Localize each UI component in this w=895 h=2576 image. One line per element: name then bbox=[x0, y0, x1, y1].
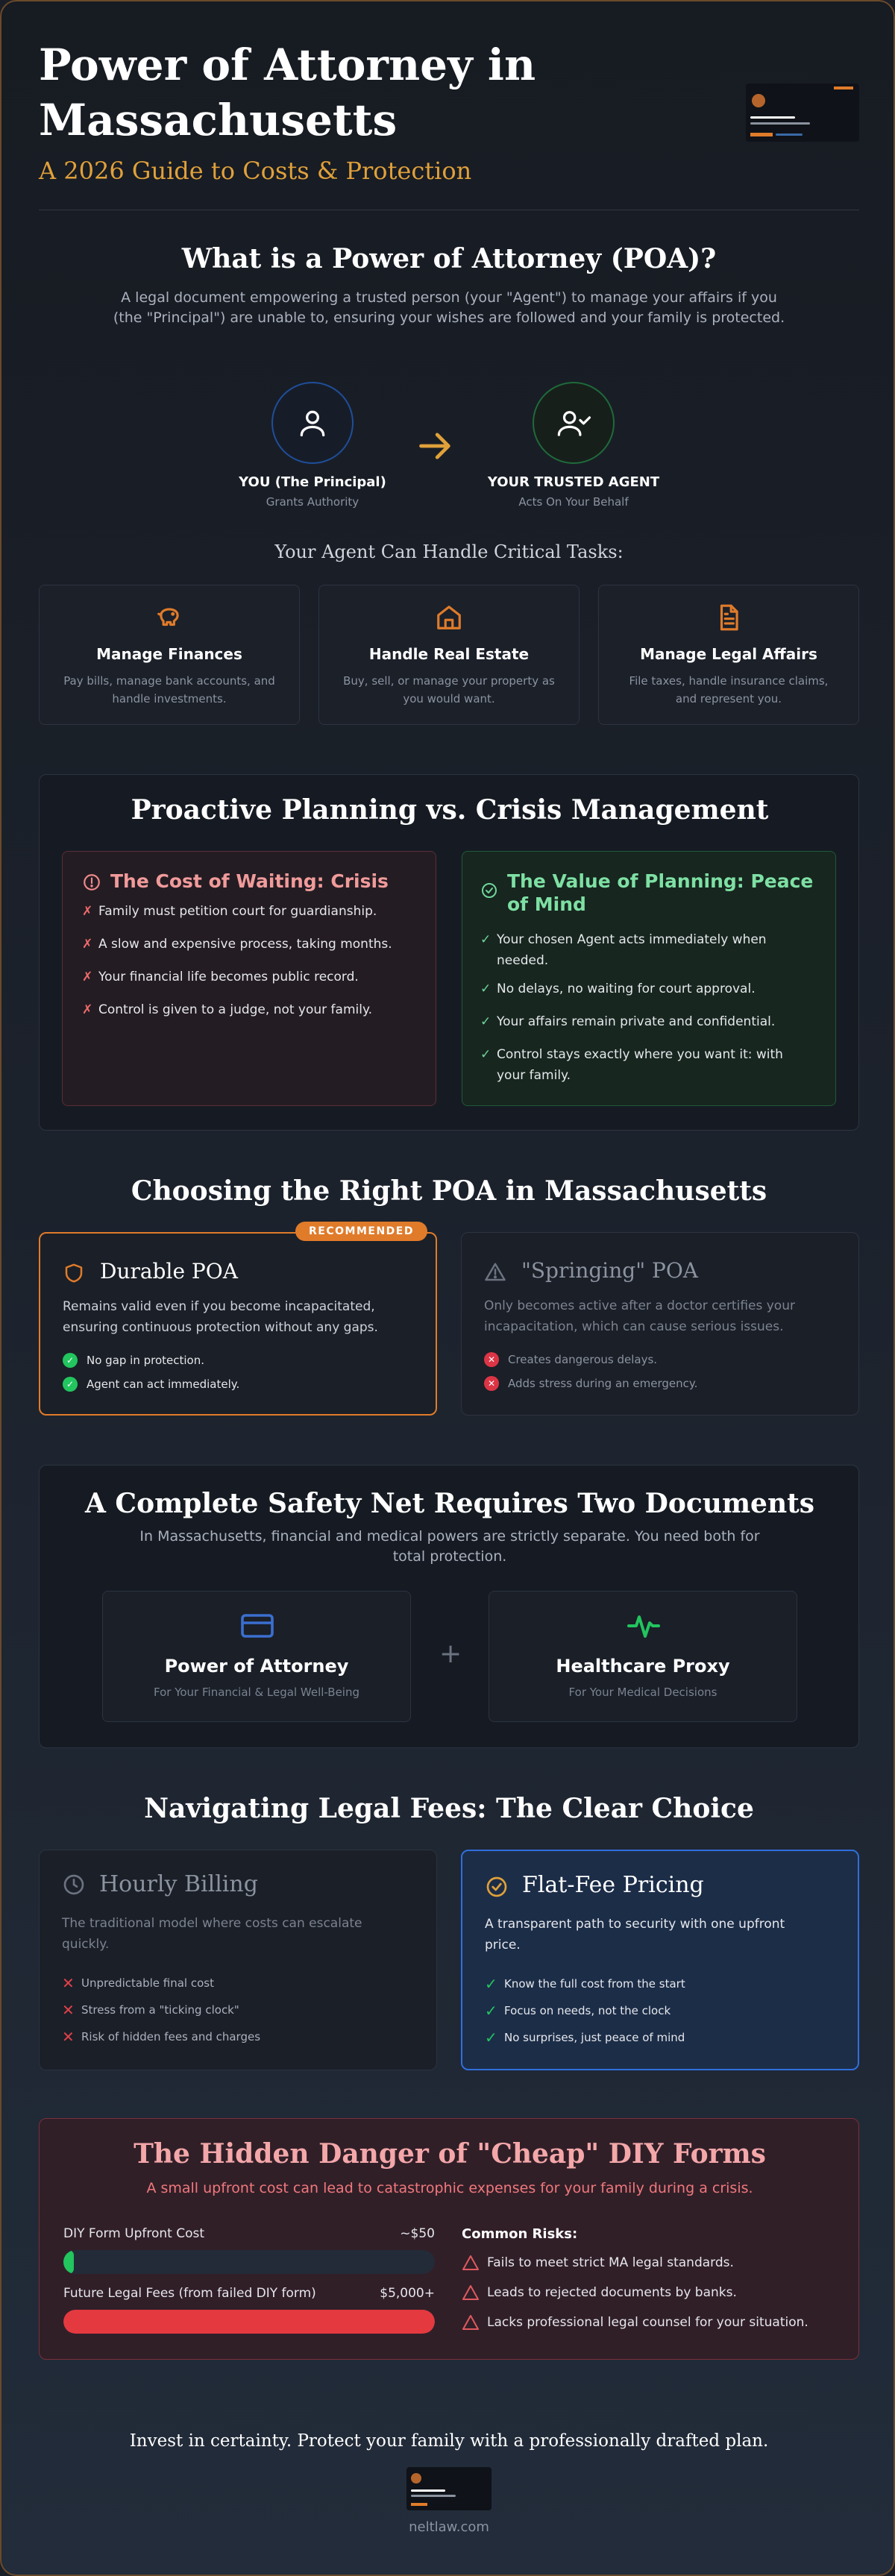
clock-icon bbox=[62, 1873, 86, 1897]
home-icon bbox=[435, 603, 463, 632]
check-icon: ✓ bbox=[480, 932, 492, 947]
page-subtitle: A 2026 Guide to Costs & Protection bbox=[39, 157, 472, 185]
footer-tagline: Invest in certainty. Protect your family with a professionally drafted plan. bbox=[129, 2431, 769, 2451]
check-circle-icon bbox=[485, 1875, 509, 1899]
tasks-heading: Your Agent Can Handle Critical Tasks: bbox=[274, 541, 624, 562]
task-desc-legal: File taxes, handle insurance claims, and represent you. bbox=[629, 674, 829, 706]
flat-fee-card bbox=[461, 1850, 859, 2070]
crisis-item-3: ✗ Your financial life becomes public record. bbox=[82, 970, 359, 984]
future-fees-label: Future Legal Fees (from failed DIY form) bbox=[63, 2286, 316, 2301]
danger-subheading: A small upfront cost can lead to catastrophic expenses for your family during a crisis. bbox=[146, 2180, 753, 2196]
crisis-item-1: ✗ Family must petition court for guardianship. bbox=[82, 904, 377, 919]
principal-sublabel: Grants Authority bbox=[266, 495, 359, 509]
document-icon bbox=[715, 603, 743, 632]
credit-card-icon bbox=[239, 1611, 275, 1641]
user-icon bbox=[296, 406, 329, 439]
x-circle-icon: ✕ bbox=[484, 1376, 499, 1391]
check-icon: ✓ bbox=[480, 981, 492, 996]
task-desc-finances: Pay bills, manage bank accounts, and handle investments. bbox=[63, 674, 275, 706]
diy-cost-bar bbox=[63, 2250, 435, 2274]
future-fees-bar-fill bbox=[63, 2310, 435, 2334]
footer-website-link[interactable]: neltlaw.com bbox=[409, 2519, 489, 2535]
durable-poa-desc: Remains valid even if you become incapacitated, ensuring continuous protection without any gaps. bbox=[63, 1299, 378, 1335]
doc-sub-healthcare: For Your Medical Decisions bbox=[568, 1686, 717, 1699]
hourly-desc: The traditional model where costs can escalate quickly. bbox=[62, 1916, 362, 1952]
diy-cost-label: DIY Form Upfront Cost bbox=[63, 2226, 204, 2241]
planning-heading: Proactive Planning vs. Crisis Management bbox=[131, 794, 769, 826]
value-item-3: ✓ Your affairs remain private and confidential. bbox=[480, 1014, 776, 1029]
arrow-right-icon bbox=[416, 427, 455, 465]
springing-item-2: ✕ Adds stress during an emergency. bbox=[484, 1376, 697, 1391]
warning-icon bbox=[462, 2255, 480, 2271]
what-is-description: A legal document empowering a trusted person (your "Agent") to manage your affairs if you (the "Principal") are unable to, ensuring your wishes are followed and your family is protected. bbox=[113, 289, 785, 326]
value-item-2: ✓ No delays, no waiting for court approval. bbox=[480, 981, 756, 996]
principal-label: YOU (The Principal) bbox=[239, 474, 386, 490]
check-circle-icon: ✓ bbox=[63, 1377, 78, 1392]
footer-thumbnail-image bbox=[406, 2467, 492, 2510]
safety-description: In Massachusetts, financial and medical powers are strictly separate. You need both for total protection. bbox=[139, 1528, 760, 1565]
value-item-1: ✓ Your chosen Agent acts immediately when needed. bbox=[480, 929, 767, 971]
danger-heading: The Hidden Danger of "Cheap" DIY Forms bbox=[134, 2138, 766, 2170]
planning-panel bbox=[39, 774, 859, 1131]
task-desc-real-estate: Buy, sell, or manage your property as you would want. bbox=[343, 674, 555, 706]
hourly-item-1: ✕ Unpredictable final cost bbox=[62, 1974, 214, 1992]
hourly-item-2: ✕ Stress from a "ticking clock" bbox=[62, 2001, 239, 2019]
hourly-billing-card bbox=[39, 1850, 437, 2070]
x-icon: ✕ bbox=[62, 2028, 75, 2046]
check-icon: ✓ bbox=[485, 2029, 497, 2046]
task-card-finances bbox=[39, 585, 300, 725]
check-icon: ✓ bbox=[485, 1975, 497, 1993]
x-circle-icon: ✕ bbox=[484, 1352, 499, 1367]
doc-card-healthcare bbox=[489, 1591, 797, 1722]
task-title-legal: Manage Legal Affairs bbox=[640, 645, 817, 663]
flat-item-3: ✓ No surprises, just peace of mind bbox=[485, 2029, 685, 2046]
durable-poa-card bbox=[39, 1232, 437, 1416]
task-card-legal bbox=[598, 585, 859, 725]
flat-title: Flat-Fee Pricing bbox=[522, 1872, 704, 1898]
diy-cost-value: ~$50 bbox=[400, 2226, 435, 2241]
risks-heading: Common Risks: bbox=[462, 2226, 578, 2242]
doc-sub-poa: For Your Financial & Legal Well-Being bbox=[154, 1686, 359, 1699]
springing-poa-card bbox=[461, 1232, 859, 1416]
hourly-item-3: ✕ Risk of hidden fees and charges bbox=[62, 2028, 261, 2046]
crisis-item-4: ✗ Control is given to a judge, not your family. bbox=[82, 1002, 373, 1017]
task-title-finances: Manage Finances bbox=[96, 645, 242, 663]
fees-heading: Navigating Legal Fees: The Clear Choice bbox=[144, 1793, 754, 1824]
risk-item-2: Leads to rejected documents by banks. bbox=[462, 2284, 737, 2301]
agent-label: YOUR TRUSTED AGENT bbox=[487, 474, 660, 490]
flat-desc: A transparent path to security with one upfront price. bbox=[485, 1917, 785, 1953]
title-line-2: Massachusetts bbox=[39, 95, 398, 145]
choosing-heading: Choosing the Right POA in Massachusetts bbox=[131, 1175, 767, 1207]
springing-poa-title: "Springing" POA bbox=[521, 1258, 698, 1283]
check-icon: ✓ bbox=[480, 1014, 492, 1029]
header-thumbnail-image bbox=[746, 84, 859, 142]
crisis-box bbox=[62, 851, 436, 1106]
task-card-real-estate bbox=[318, 585, 580, 725]
future-fees-bar bbox=[63, 2310, 435, 2334]
risk-item-3: Lacks professional legal counsel for your situation. bbox=[462, 2314, 808, 2331]
value-box bbox=[462, 851, 836, 1106]
check-circle-icon bbox=[480, 882, 498, 899]
x-icon: ✕ bbox=[62, 2001, 75, 2019]
x-icon: ✕ bbox=[62, 1974, 75, 1992]
safety-heading: A Complete Safety Net Requires Two Documents bbox=[84, 1488, 815, 1519]
diy-cost-bar-fill bbox=[63, 2250, 74, 2274]
header bbox=[39, 37, 859, 210]
durable-poa-title: Durable POA bbox=[100, 1259, 238, 1284]
cross-icon: ✗ bbox=[82, 970, 93, 984]
check-circle-icon: ✓ bbox=[63, 1353, 78, 1368]
cross-icon: ✗ bbox=[82, 904, 93, 919]
agent-sublabel: Acts On Your Behalf bbox=[518, 495, 629, 509]
flat-item-1: ✓ Know the full cost from the start bbox=[485, 1975, 685, 1993]
crisis-item-2: ✗ A slow and expensive process, taking months. bbox=[82, 937, 392, 952]
value-title: The Value of Planning: Peace of Mind bbox=[507, 870, 814, 915]
agent-circle bbox=[533, 382, 615, 464]
warning-icon bbox=[462, 2314, 480, 2331]
springing-poa-desc: Only becomes active after a doctor certifies your incapacitation, which can cause serious issues. bbox=[484, 1298, 795, 1334]
flat-item-2: ✓ Focus on needs, not the clock bbox=[485, 2002, 671, 2020]
durable-item-2: ✓ Agent can act immediately. bbox=[63, 1377, 239, 1392]
springing-item-1: ✕ Creates dangerous delays. bbox=[484, 1352, 657, 1367]
risk-item-1: Fails to meet strict MA legal standards. bbox=[462, 2255, 734, 2271]
piggy-bank-icon bbox=[155, 603, 183, 632]
check-icon: ✓ bbox=[480, 1047, 492, 1062]
cross-icon: ✗ bbox=[82, 1002, 93, 1017]
cross-icon: ✗ bbox=[82, 937, 93, 952]
plus-sign: + bbox=[439, 1639, 462, 1669]
check-icon: ✓ bbox=[485, 2002, 497, 2020]
principal-circle bbox=[271, 382, 354, 464]
durable-item-1: ✓ No gap in protection. bbox=[63, 1353, 204, 1368]
title-line-1: Power of Attorney in bbox=[39, 40, 536, 90]
safety-net-panel bbox=[39, 1465, 859, 1748]
shield-icon bbox=[63, 1262, 85, 1284]
what-is-heading: What is a Power of Attorney (POA)? bbox=[181, 243, 717, 274]
danger-panel bbox=[39, 2118, 859, 2360]
future-fees-value: $5,000+ bbox=[380, 2286, 435, 2301]
doc-title-poa: Power of Attorney bbox=[164, 1656, 349, 1677]
warning-icon bbox=[484, 1261, 506, 1284]
task-title-real-estate: Handle Real Estate bbox=[368, 645, 530, 663]
page-title bbox=[39, 37, 859, 148]
alert-circle-icon bbox=[82, 873, 101, 892]
doc-title-healthcare: Healthcare Proxy bbox=[556, 1656, 730, 1677]
recommended-badge: RECOMMENDED bbox=[295, 1222, 427, 1241]
heartbeat-icon bbox=[626, 1609, 662, 1642]
warning-icon bbox=[462, 2284, 480, 2301]
doc-card-poa bbox=[102, 1591, 411, 1722]
crisis-title: The Cost of Waiting: Crisis bbox=[110, 870, 389, 892]
user-check-icon bbox=[555, 406, 592, 439]
hourly-title: Hourly Billing bbox=[99, 1871, 258, 1897]
value-item-4: ✓ Control stays exactly where you want it: with your family. bbox=[480, 1044, 783, 1086]
